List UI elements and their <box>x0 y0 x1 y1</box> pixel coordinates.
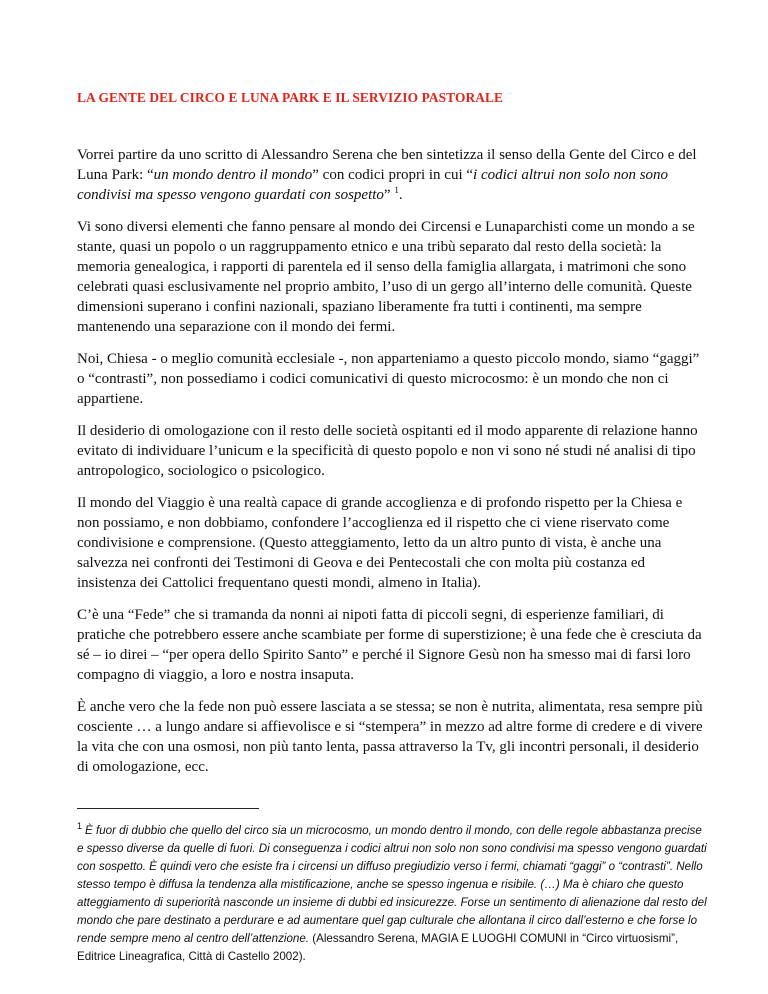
intro-text-3: ” <box>383 187 391 203</box>
paragraph: Vi sono diversi elementi che fanno pensare al mondo dei Circensi e Lunaparchisti come un mondo a se stante, quasi un popolo o un raggruppamento etnico e una tribù separato dal resto della società: la memoria genealogica, i rapporti di parentela ed il senso della famiglia allargata, i matrimoni che sono celebrati quasi esclusivamente nel proprio ambito, l’uso di un gergo all’interno delle comunità. Queste dimensioni superano i confini nazionali, spaziano liberamente fra tutti i continenti, ma sempre mantenendo una separazione con il mondo dei fermi. <box>77 219 695 335</box>
footnote-citation: (Alessandro Serena, MAGIA E LUOGHI COMUNI in “Circo virtuosismi”, Editrice Lineagrafica, Città di Castello 2002). <box>77 932 679 963</box>
footnote-mark: 1 <box>77 821 83 832</box>
document-title: LA GENTE DEL CIRCO E LUNA PARK E IL SERVIZIO PASTORALE <box>77 90 504 105</box>
document-body <box>77 145 705 789</box>
intro-text-2: ” con codici propri in cui “ <box>312 167 474 183</box>
footnote-separator <box>77 808 259 809</box>
footnote-reference[interactable]: 1 <box>394 185 399 195</box>
paragraph: È anche vero che la fede non può essere lasciata a se stessa; se non è nutrita, alimentata, resa sempre più cosciente … a lungo andare si affievolisce e si “stempera” in mezzo ad altre forme di credere e di vivere la vita che con una osmosi, non più tanto lenta, passa attraverso la Tv, gli incontri personali, il desiderio di omologazione, ecc. <box>77 699 703 775</box>
paragraph: Il mondo del Viaggio è una realtà capace di grande accoglienza e di profondo rispetto per la Chiesa e non possiamo, e non dobbiamo, confondere l’accoglienza ed il rispetto che ci viene riservato come condivisione e comprensione. (Questo atteggiamento, letto da un altro punto di vista, è anche una salvezza nei confronti dei Testimoni di Geova e dei Pentecostali che con molta più costanza ed insistenza dei Cattolici frequentano questi mondi, almeno in Italia). <box>77 495 683 591</box>
paragraph-intro <box>77 145 705 205</box>
intro-quote-1: un mondo dentro il mondo <box>153 167 313 183</box>
intro-text-4: . <box>398 187 403 203</box>
footnote <box>77 822 709 966</box>
paragraph: Il desiderio di omologazione con il resto delle società ospitanti ed il modo apparente di relazione hanno evitato di individuare l’unicum e la specificità di questo popolo e non vi sono né studi né analisi di tipo antropologico, sociologico o psicologico. <box>77 423 698 479</box>
intro-quote-2: i codici altrui non solo non sono condivisi ma spesso vengono guardati con sospetto <box>77 167 669 203</box>
paragraph: Noi, Chiesa - o meglio comunità ecclesiale -, non apparteniamo a questo piccolo mondo, siamo “gaggi” o “contrasti”, non possediamo i codici comunicativi di questo microcosmo: è un mondo che non ci appartiene. <box>77 351 700 407</box>
footnote-quote: È fuor di dubbio che quello del circo sia un microcosmo, un mondo dentro il mondo, con delle regole abbastanza precise e spesso diverse da quelle di fuori. Di conseguenza i codici altrui non solo non sono condivisi ma spesso vengono guardati con sospetto. È quindi vero che esiste fra i circensi un diffuso pregiudizio verso i fermi, chiamati “gaggi” o “contrasti”. Nello stesso tempo è diffusa la tendenza alla mistificazione, anche se spesso ingenua e risibile. (…) Ma è chiaro che questo atteggiamento di superiorità nasconde un insieme di dubbi ed insicurezze. Forse un sentimento di alienazione dal resto del mondo che pare destinato a perdurare e ad aumentare quel gap culturale che allontana il circo dall’esterno e che forse lo rende sempre meno al centro dell’attenzione. <box>77 824 707 945</box>
intro-text-1: Vorrei partire da uno scritto di Alessandro Serena che ben sintetizza il senso della Gente del Circo e del Luna Park: “ <box>77 147 697 183</box>
paragraph: C’è una “Fede” che si tramanda da nonni ai nipoti fatta di piccoli segni, di esperienze familiari, di pratiche che potrebbero essere anche scambiate per forme di superstizione; è una fede che è cresciuta da sé – io direi – “per opera dello Spirito Santo” e perché il Signore Gesù non ha smesso mai di farsi loro compagno di viaggio, a loro e nostra insaputa. <box>77 607 702 683</box>
